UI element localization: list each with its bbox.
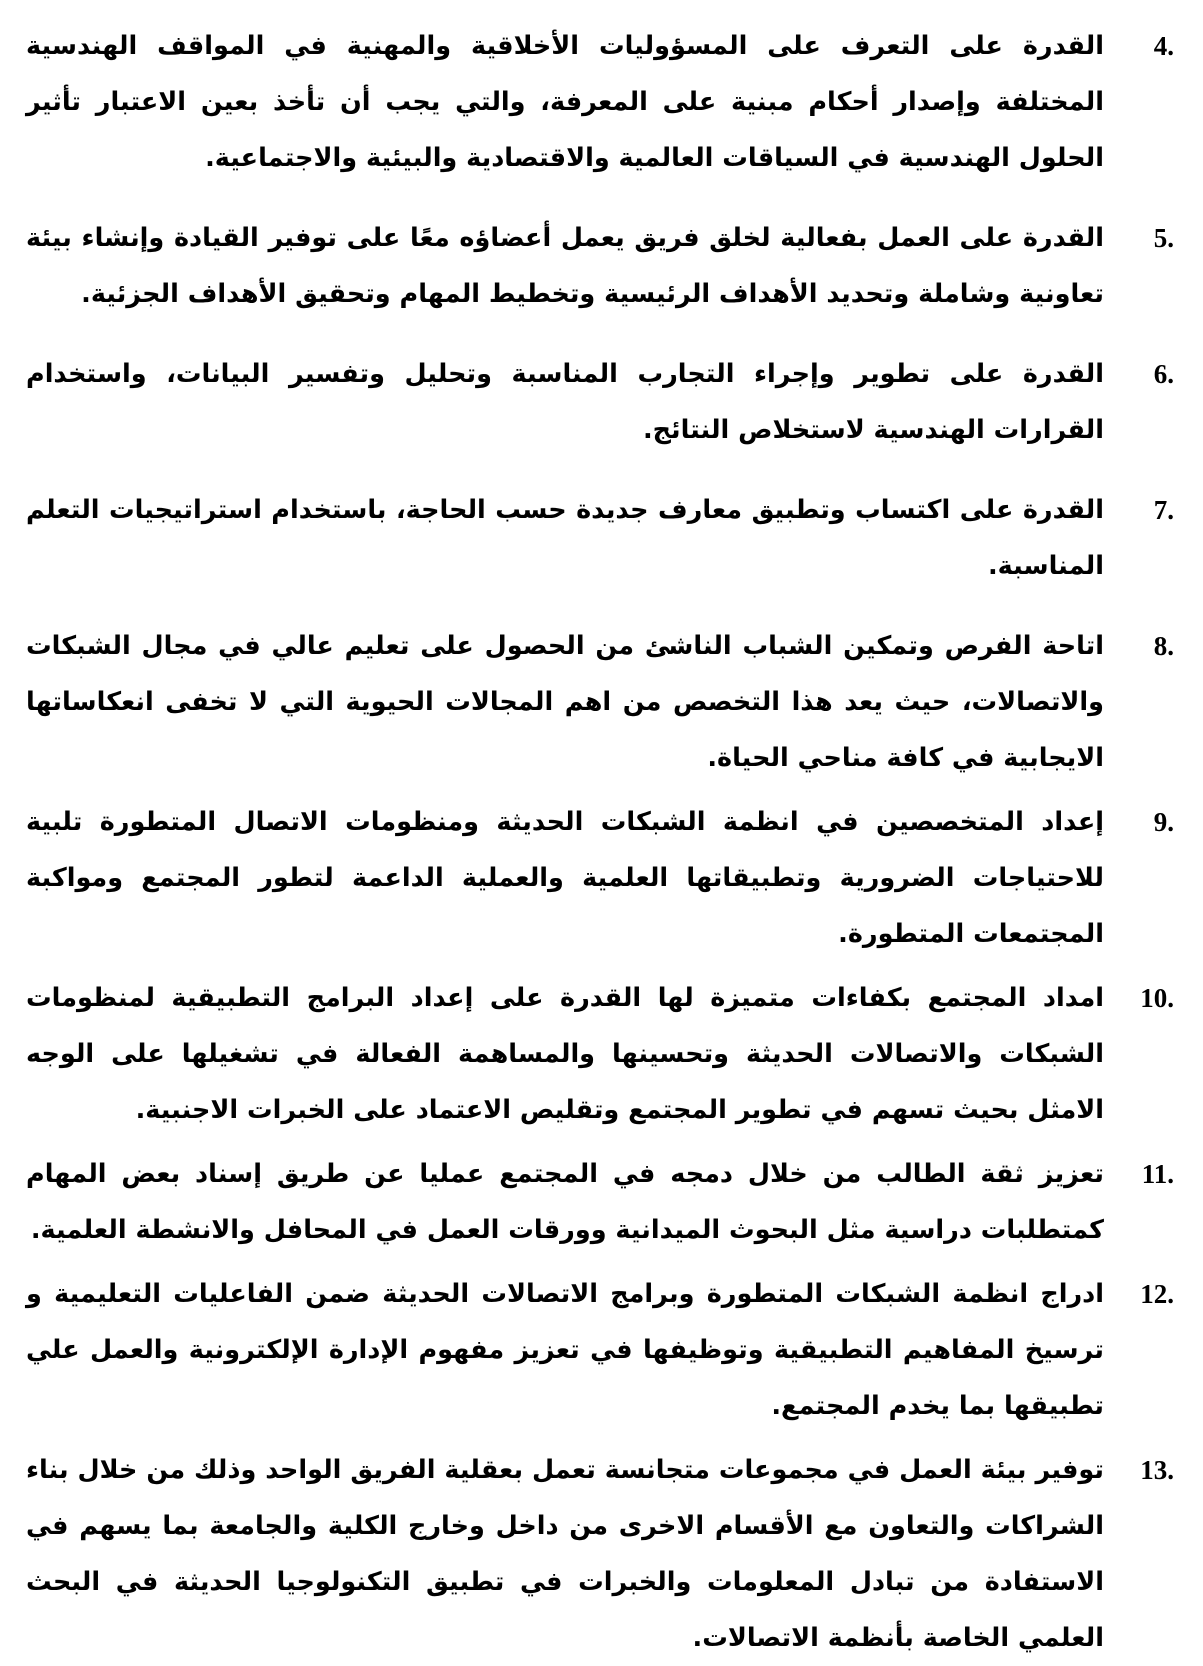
item-number: 12. xyxy=(1140,1279,1174,1309)
item-text: توفير بيئة العمل في مجموعات متجانسة تعمل بعقلية الفريق الواحد وذلك من خلال بناء الشراكات والتعاون مع الأقسام الاخرى من داخل وخارج الكلية والجامعة بما يسهم في الاستفادة من تبادل المعلومات والخبرات في تطبيق التكنولوجيا الحديثة في البحث العلمي الخاصة بأنظمة الاتصالات. xyxy=(26,1455,1104,1653)
list-item xyxy=(26,794,1174,962)
document-page xyxy=(26,18,1174,1666)
list-item xyxy=(26,346,1174,458)
item-text: إعداد المتخصصين في انظمة الشبكات الحديثة ومنظومات الاتصال المتطورة تلبية للاحتياجات الضرورية وتطبيقاتها العلمية والعملية الداعمة لتطور المجتمع ومواكبة المجتمعات المتطورة. xyxy=(26,807,1104,949)
list-item xyxy=(26,1442,1174,1666)
item-text: امداد المجتمع بكفاءات متميزة لها القدرة على إعداد البرامج التطبيقية لمنظومات الشبكات والاتصالات الحديثة وتحسينها والمساهمة الفعالة في تشغيلها على الوجه الامثل بحيث تسهم في تطوير المجتمع وتقليص الاعتماد على الخبرات الاجنبية. xyxy=(26,983,1104,1125)
item-number: 10. xyxy=(1140,983,1174,1013)
item-number: 11. xyxy=(1141,1159,1174,1189)
list-item xyxy=(26,482,1174,594)
item-text: القدرة على العمل بفعالية لخلق فريق يعمل أعضاؤه معًا على توفير القيادة وإنشاء بيئة تعاونية وشاملة وتحديد الأهداف الرئيسية وتخطيط المهام وتحقيق الأهداف الجزئية. xyxy=(26,223,1104,309)
item-text: تعزيز ثقة الطالب من خلال دمجه في المجتمع عمليا عن طريق إسناد بعض المهام كمتطلبات دراسية مثل البحوث الميدانية وورقات العمل في المحافل والانشطة العلمية. xyxy=(26,1159,1104,1245)
item-number: 5. xyxy=(1153,223,1174,253)
item-text: اتاحة الفرص وتمكين الشباب الناشئ من الحصول على تعليم عالي في مجال الشبكات والاتصالات، حيث يعد هذا التخصص من اهم المجالات الحيوية التي لا تخفى انعكاساتها الايجابية في كافة مناحي الحياة. xyxy=(26,631,1104,773)
list-item xyxy=(26,1266,1174,1434)
item-text: القدرة على التعرف على المسؤوليات الأخلاقية والمهنية في المواقف الهندسية المختلفة وإصدار أحكام مبنية على المعرفة، والتي يجب أن تأخذ بعين الاعتبار تأثير الحلول الهندسية في السياقات العالمية والاقتصادية والبيئية والاجتماعية. xyxy=(26,31,1104,173)
list-item xyxy=(26,210,1174,322)
list-item xyxy=(26,970,1174,1138)
item-number: 13. xyxy=(1140,1455,1174,1485)
item-number: 6. xyxy=(1153,359,1174,389)
list-item xyxy=(26,1146,1174,1258)
item-number: 7. xyxy=(1153,495,1174,525)
list-item xyxy=(26,618,1174,786)
list-item xyxy=(26,18,1174,186)
item-number: 4. xyxy=(1153,31,1174,61)
item-number: 9. xyxy=(1153,807,1174,837)
item-text: القدرة على تطوير وإجراء التجارب المناسبة وتحليل وتفسير البيانات، واستخدام القرارات الهندسية لاستخلاص النتائج. xyxy=(26,359,1104,445)
item-text: القدرة على اكتساب وتطبيق معارف جديدة حسب الحاجة، باستخدام استراتيجيات التعلم المناسبة. xyxy=(26,495,1104,581)
item-number: 8. xyxy=(1153,631,1174,661)
item-text: ادراج انظمة الشبكات المتطورة وبرامج الاتصالات الحديثة ضمن الفاعليات التعليمية و ترسيخ المفاهيم التطبيقية وتوظيفها في تعزيز مفهوم الإدارة الإلكترونية والعمل علي تطبيقها بما يخدم المجتمع. xyxy=(26,1279,1104,1421)
